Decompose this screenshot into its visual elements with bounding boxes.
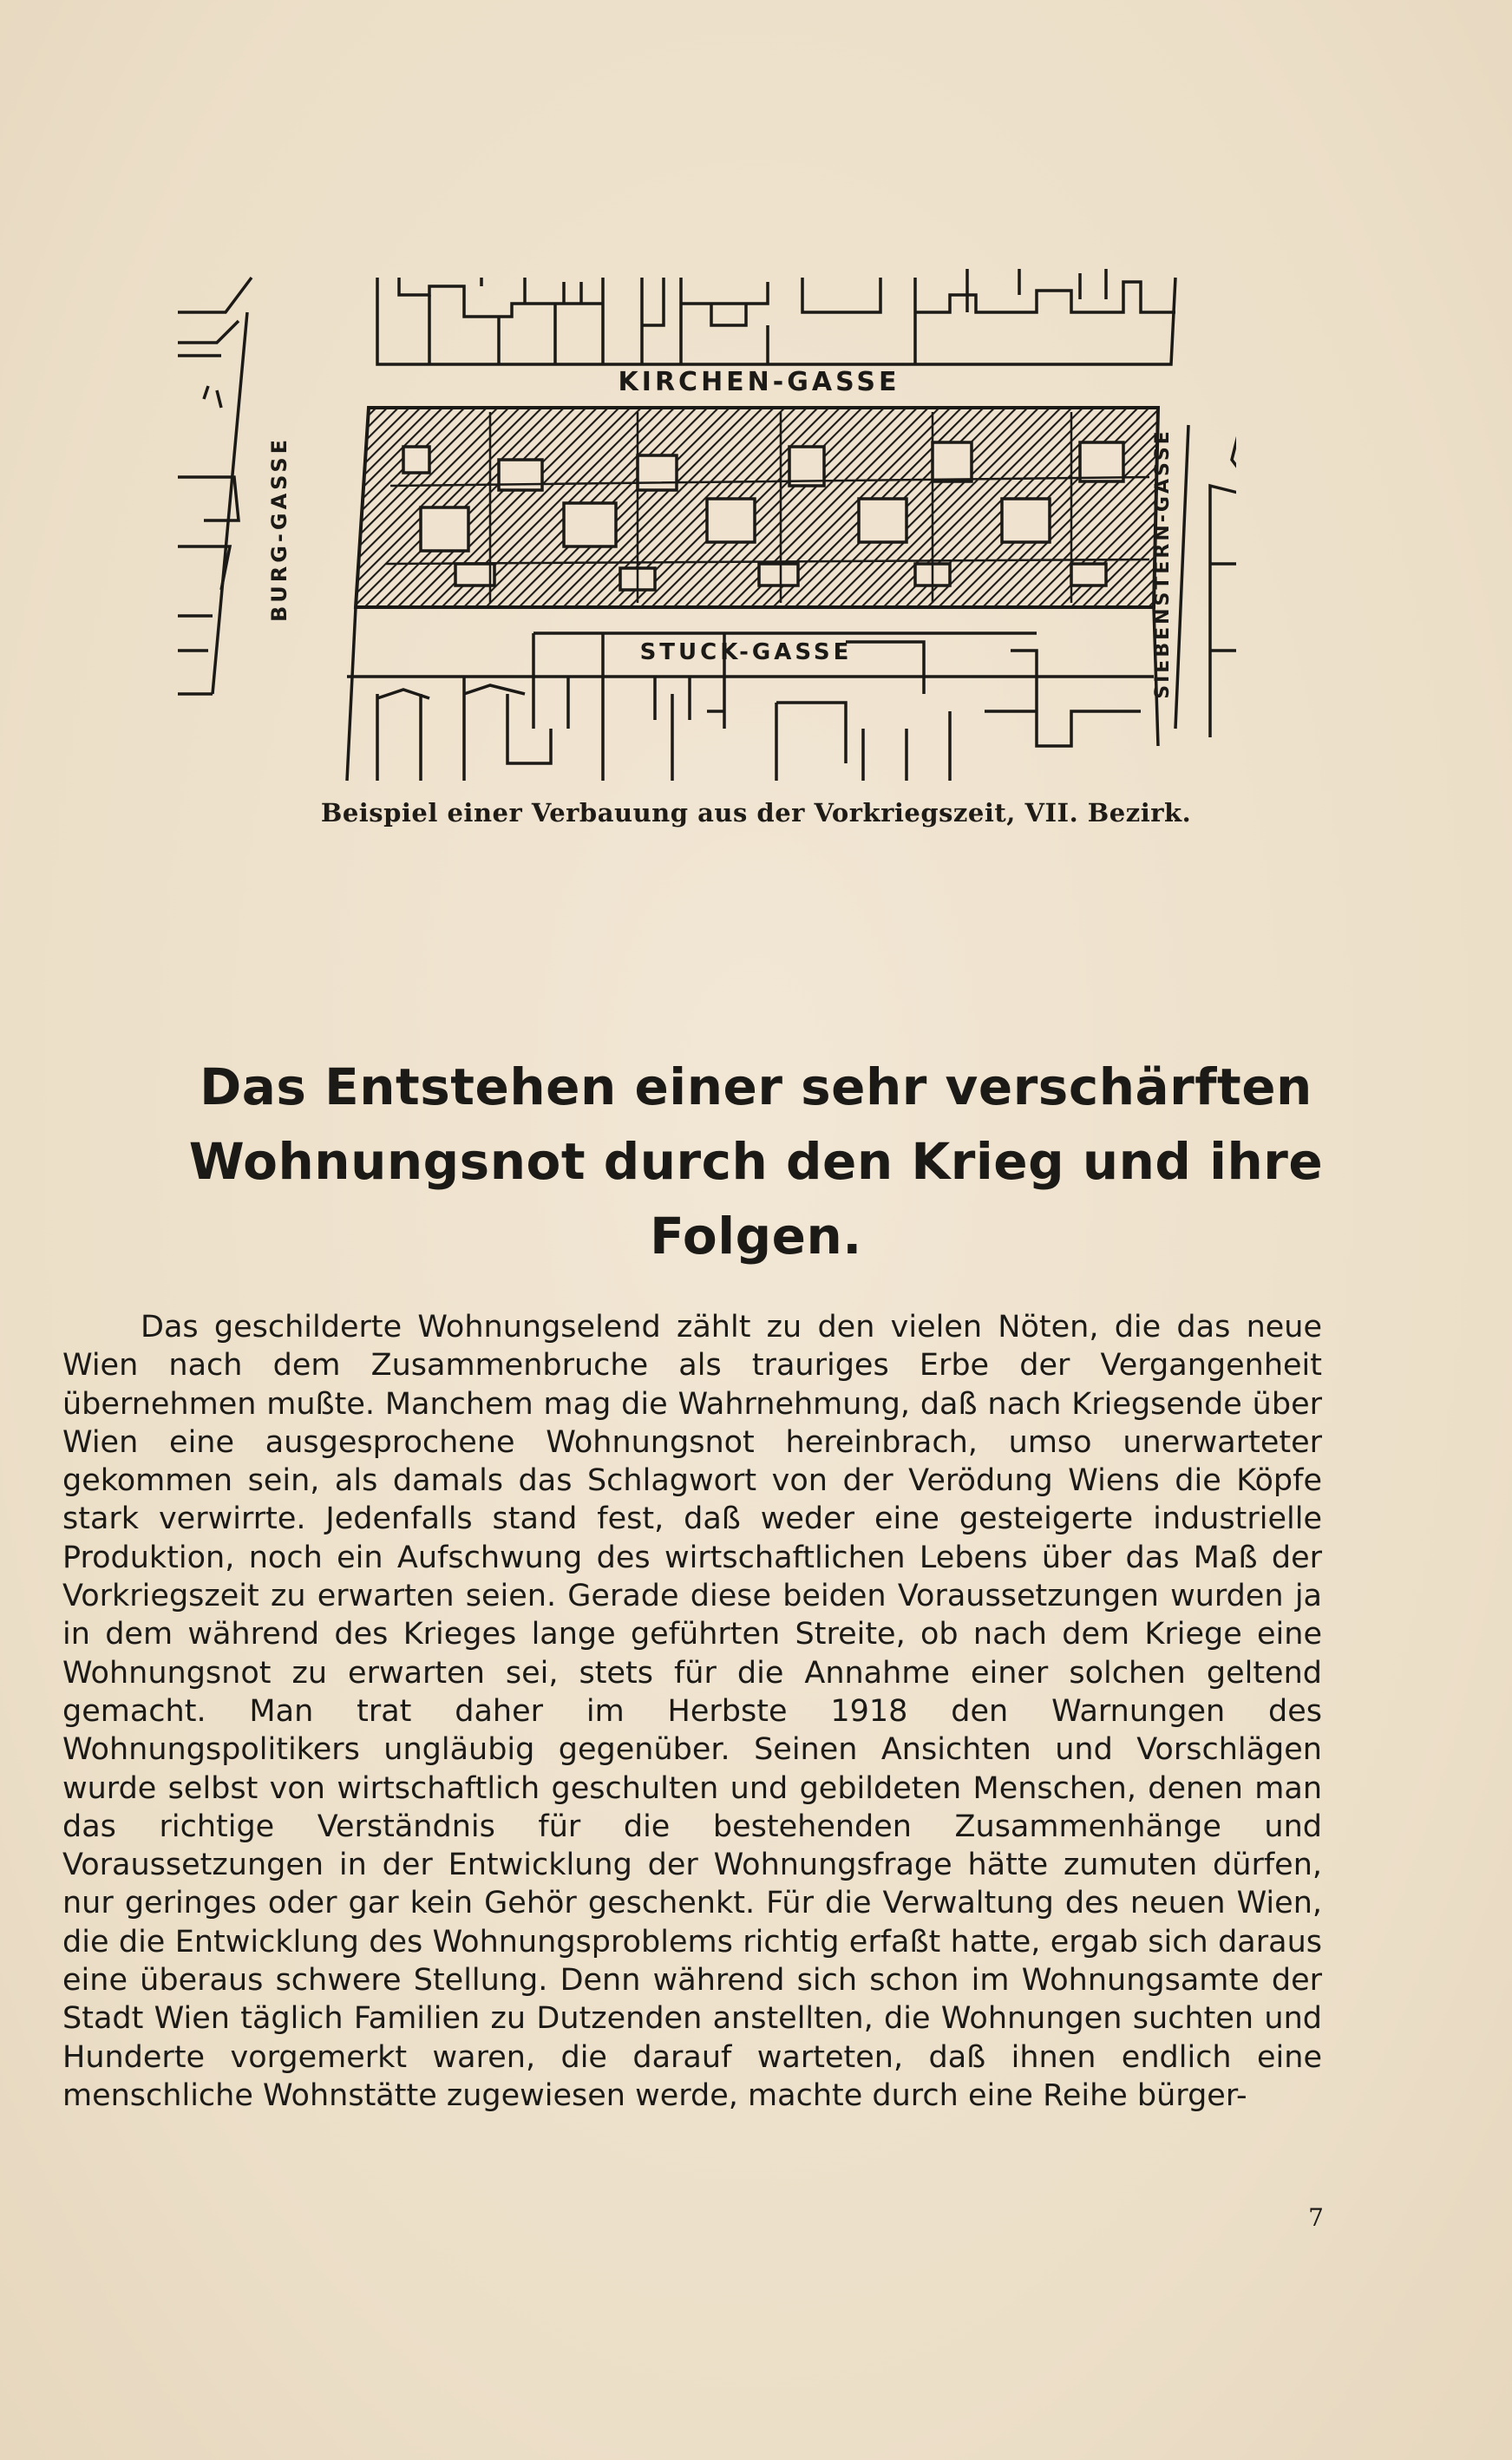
street-label-top: KIRCHEN-GASSE xyxy=(618,367,900,397)
chapter-heading: Das Entstehen einer sehr verschärften Wohnungsnot durch den Krieg und ihre Folgen. xyxy=(188,1057,1324,1266)
page-number: 7 xyxy=(1308,2203,1324,2232)
block-plan-svg xyxy=(169,260,1236,789)
body-paragraph: Das geschilderte Wohnungselend zählt zu den vielen Nöten, die das neue Wien nach dem Zusammenbruche als trauriges Erbe der Vergangenheit übernehmen mußte. Manchem mag die Wahrnehmung, daß nach Kriegsende über Wien eine ausgesprochene Wohnungsnot hereinbrach, umso unerwarteter gekommen sein, als damals das Schlagwort von der Verödung Wiens die Köpfe stark verwirrte. Jedenfalls stand fest, daß weder eine gesteigerte industrielle Produktion, noch ein Aufschwung des wirtschaftlichen Lebens über das Maß der Vorkriegszeit zu erwarten seien. Gerade diese beiden Voraussetzungen wurden ja in dem während des Krieges lange geführten Streite, ob nach dem Kriege eine Wohnungsnot zu erwarten sei, stets für die Annahme einer solchen geltend gemacht. Man trat daher im Herbste 1918 den Warnungen des Wohnungspolitikers ungläubig gegenüber. Seinen Ansichten und Vorschlägen wurde selbst von wirtschaftlich geschulten und gebildeten Menschen, denen man das richtige Verständnis für die bestehenden Zusammenhänge und Voraussetzungen in der Entwicklung der Wohnungsfrage hätte zumuten dürfen, nur geringes oder gar kein Gehör geschenkt. Für die Verwaltung des neuen Wien, die die Entwicklung des Wohnungsproblems richtig erfaßt hatte, ergab sich daraus eine überaus schwere Stellung. Denn während sich schon im Wohnungsamte der Stadt Wien täglich Familien zu Dutzenden anstellten, die Wohnungen suchten und Hunderte vorgemerkt waren, die darauf warteten, daß ihnen endlich eine menschliche Wohnstätte zugewiesen werde, machte durch eine Reihe bürger- xyxy=(62,1310,1322,2113)
street-label-right: SIEBENSTERN-GASSE xyxy=(1152,429,1174,699)
block-plan-figure xyxy=(169,260,1236,789)
street-label-bottom: STUCK-GASSE xyxy=(639,639,853,665)
street-label-left: BURG-GASSE xyxy=(267,435,291,623)
figure-caption: Beispiel einer Verbauung aus der Vorkriegszeit, VII. Bezirk. xyxy=(320,798,1192,828)
